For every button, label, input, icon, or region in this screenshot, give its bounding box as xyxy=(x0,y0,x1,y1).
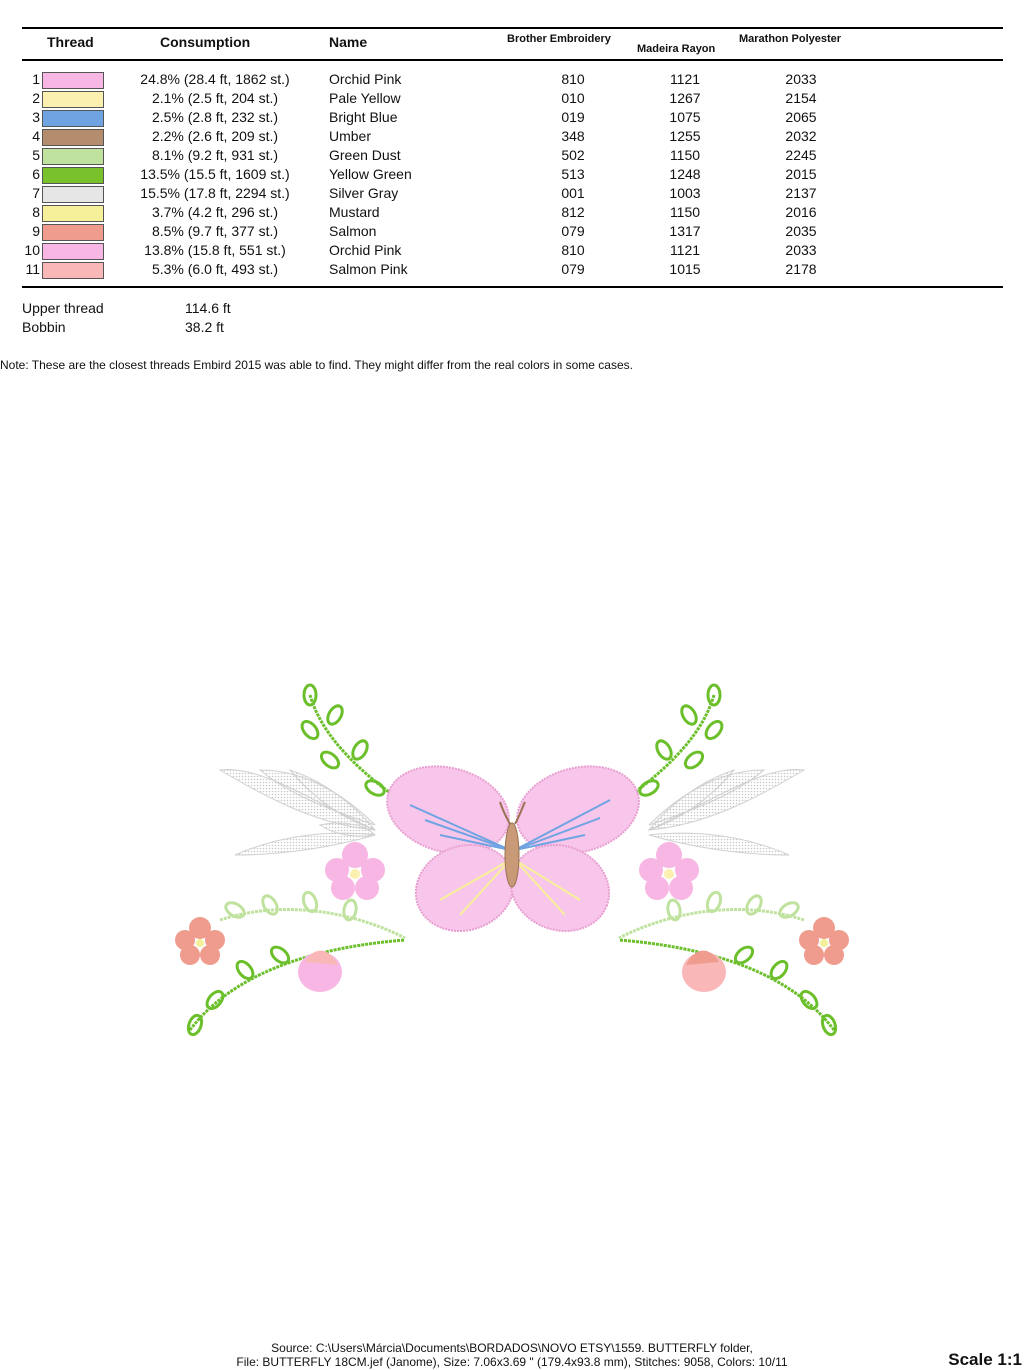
color-swatch xyxy=(42,91,104,108)
row-number: 6 xyxy=(32,166,40,182)
header-name: Name xyxy=(329,34,368,50)
row-consumption: 2.1% (2.5 ft, 204 st.) xyxy=(151,90,279,106)
table-row xyxy=(0,204,1024,223)
header-brother: Brother Embroidery xyxy=(507,33,611,45)
row-thread-name: Orchid Pink xyxy=(329,242,402,258)
row-consumption: 2.2% (2.6 ft, 209 st.) xyxy=(151,128,279,144)
right-salmon-flower xyxy=(799,917,849,965)
table-row xyxy=(0,242,1024,261)
row-brother-code: 001 xyxy=(561,185,585,201)
table-row xyxy=(0,90,1024,109)
row-marathon-code: 2065 xyxy=(785,109,817,125)
color-swatch xyxy=(42,72,104,89)
row-madeira-code: 1075 xyxy=(669,109,701,125)
row-thread-name: Yellow Green xyxy=(329,166,412,182)
row-number: 2 xyxy=(32,90,40,106)
row-brother-code: 810 xyxy=(561,71,585,87)
upper-thread-value: 114.6 ft xyxy=(185,300,231,316)
table-row xyxy=(0,223,1024,242)
row-thread-name: Umber xyxy=(329,128,372,144)
row-thread-name: Silver Gray xyxy=(329,185,399,201)
row-madeira-code: 1003 xyxy=(669,185,701,201)
table-row xyxy=(0,147,1024,166)
row-consumption: 8.1% (9.2 ft, 931 st.) xyxy=(151,147,279,163)
row-brother-code: 010 xyxy=(561,90,585,106)
row-number: 3 xyxy=(32,109,40,125)
row-number: 7 xyxy=(32,185,40,201)
scale-label: Scale 1:1 xyxy=(948,1350,1022,1369)
color-swatch xyxy=(42,186,104,203)
table-row xyxy=(0,261,1024,280)
row-consumption: 13.5% (15.5 ft, 1609 st.) xyxy=(140,166,290,182)
row-thread-name: Orchid Pink xyxy=(329,71,402,87)
row-consumption: 5.3% (6.0 ft, 493 st.) xyxy=(151,261,279,277)
color-swatch xyxy=(42,262,104,279)
color-swatch xyxy=(42,148,104,165)
row-thread-name: Mustard xyxy=(329,204,380,220)
table-header-rule xyxy=(22,59,1003,61)
row-brother-code: 019 xyxy=(561,109,585,125)
header-consumption: Consumption xyxy=(160,34,251,50)
row-madeira-code: 1150 xyxy=(669,204,701,220)
color-swatch xyxy=(42,205,104,222)
row-madeira-code: 1121 xyxy=(669,242,701,258)
row-number: 10 xyxy=(24,242,40,258)
row-brother-code: 513 xyxy=(561,166,585,182)
row-madeira-code: 1317 xyxy=(669,223,701,239)
row-brother-code: 079 xyxy=(561,261,585,277)
table-row xyxy=(0,166,1024,185)
left-pink-flower xyxy=(325,842,385,900)
row-madeira-code: 1267 xyxy=(669,90,701,106)
row-marathon-code: 2015 xyxy=(785,166,817,182)
row-thread-name: Pale Yellow xyxy=(329,90,401,106)
row-consumption: 3.7% (4.2 ft, 296 st.) xyxy=(151,204,279,220)
color-swatch xyxy=(42,110,104,127)
source-path: Source: C:\Users\Márcia\Documents\BORDADOS\NOVO ETSY\1559. BUTTERFLY folder, xyxy=(271,1341,753,1355)
row-marathon-code: 2016 xyxy=(785,204,817,220)
right-pink-flower xyxy=(639,842,699,900)
row-marathon-code: 2137 xyxy=(785,185,817,201)
color-swatch xyxy=(42,129,104,146)
color-swatch xyxy=(42,167,104,184)
table-bottom-rule xyxy=(22,286,1003,288)
left-lower-branch xyxy=(186,891,405,1037)
row-thread-name: Green Dust xyxy=(329,147,401,163)
row-marathon-code: 2245 xyxy=(785,147,817,163)
row-brother-code: 348 xyxy=(561,128,585,144)
row-madeira-code: 1248 xyxy=(669,166,701,182)
row-brother-code: 079 xyxy=(561,223,585,239)
bobbin-value: 38.2 ft xyxy=(185,319,224,335)
upper-thread-label: Upper thread xyxy=(22,300,104,316)
right-gray-leaves xyxy=(649,770,804,855)
row-marathon-code: 2178 xyxy=(785,261,817,277)
left-gray-leaves xyxy=(220,770,375,855)
row-number: 11 xyxy=(25,261,40,277)
row-number: 8 xyxy=(32,204,40,220)
row-madeira-code: 1255 xyxy=(669,128,701,144)
header-marathon: Marathon Polyester xyxy=(739,33,842,45)
row-consumption: 8.5% (9.7 ft, 377 st.) xyxy=(151,223,279,239)
row-number: 9 xyxy=(32,223,40,239)
row-thread-name: Bright Blue xyxy=(329,109,398,125)
row-marathon-code: 2033 xyxy=(785,242,817,258)
row-marathon-code: 2035 xyxy=(785,223,817,239)
table-row xyxy=(0,185,1024,204)
table-row xyxy=(0,71,1024,90)
row-marathon-code: 2032 xyxy=(785,128,817,144)
row-brother-code: 502 xyxy=(561,147,585,163)
row-brother-code: 812 xyxy=(561,204,585,220)
table-top-rule xyxy=(22,27,1003,29)
row-thread-name: Salmon Pink xyxy=(329,261,408,277)
table-row xyxy=(0,128,1024,147)
header-madeira: Madeira Rayon xyxy=(637,43,716,55)
header-thread: Thread xyxy=(47,34,94,50)
embroidery-design-preview xyxy=(160,670,864,1060)
row-marathon-code: 2033 xyxy=(785,71,817,87)
row-thread-name: Salmon xyxy=(329,223,377,239)
file-source-info xyxy=(0,1341,1024,1369)
table-row xyxy=(0,109,1024,128)
thread-note: Note: These are the closest threads Embird 2015 was able to find. They might differ from the real colors in some cases. xyxy=(0,358,633,372)
row-madeira-code: 1121 xyxy=(669,71,701,87)
row-madeira-code: 1150 xyxy=(669,147,701,163)
color-swatch xyxy=(42,243,104,260)
row-number: 5 xyxy=(32,147,40,163)
color-swatch xyxy=(42,224,104,241)
row-madeira-code: 1015 xyxy=(669,261,701,277)
row-brother-code: 810 xyxy=(561,242,585,258)
row-consumption: 24.8% (28.4 ft, 1862 st.) xyxy=(140,71,290,87)
row-consumption: 15.5% (17.8 ft, 2294 st.) xyxy=(140,185,290,201)
left-salmon-flower xyxy=(175,917,225,965)
file-details: File: BUTTERFLY 18CM.jef (Janome), Size: 7.06x3.69 " (179.4x93.8 mm), Stitches: 9058, Colors: 10/11 xyxy=(236,1355,788,1369)
row-consumption: 13.8% (15.8 ft, 551 st.) xyxy=(144,242,286,258)
row-number: 4 xyxy=(32,128,40,144)
row-consumption: 2.5% (2.8 ft, 232 st.) xyxy=(151,109,279,125)
row-number: 1 xyxy=(32,71,40,87)
butterfly xyxy=(377,753,649,944)
row-marathon-code: 2154 xyxy=(785,90,817,106)
right-lower-branch xyxy=(619,891,838,1037)
bobbin-label: Bobbin xyxy=(22,319,66,335)
